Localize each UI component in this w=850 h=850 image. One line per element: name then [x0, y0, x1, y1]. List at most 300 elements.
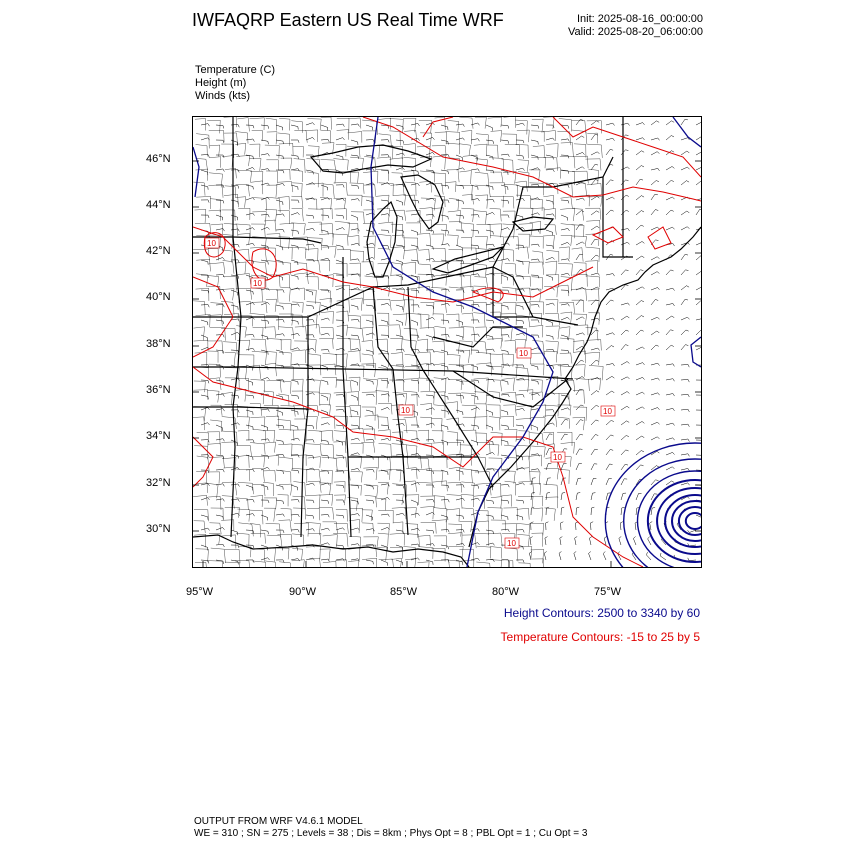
wind-barb — [606, 464, 613, 470]
county-line — [264, 508, 275, 521]
wind-barb — [261, 288, 270, 290]
county-line — [378, 510, 393, 523]
wind-barb — [636, 151, 644, 155]
wind-barb — [216, 229, 224, 232]
wind-barb — [201, 320, 208, 325]
county-line — [502, 134, 516, 145]
wind-barb — [621, 167, 629, 170]
county-line — [222, 156, 233, 168]
county-line — [321, 208, 333, 219]
wind-barb — [516, 320, 524, 324]
wind-barb — [201, 395, 208, 399]
wind-barb — [606, 479, 612, 485]
county-line — [210, 327, 225, 340]
county-line — [505, 144, 520, 155]
wind-barb — [545, 537, 548, 545]
wind-barb — [681, 330, 689, 335]
county-line — [197, 483, 208, 493]
wind-barb — [306, 365, 313, 370]
county-line — [487, 445, 499, 456]
county-line — [337, 338, 351, 350]
wind-barb — [681, 167, 690, 170]
wind-barb — [456, 485, 464, 488]
temperature-label: 10 — [519, 349, 528, 358]
county-line — [533, 146, 545, 157]
county-line — [474, 341, 487, 354]
wind-barb — [246, 514, 254, 517]
wind-barb — [574, 551, 576, 560]
county-line — [530, 262, 544, 275]
wind-barb — [366, 305, 374, 309]
wind-barb — [531, 140, 538, 144]
wind-barb — [591, 121, 599, 125]
wind-barb — [201, 260, 208, 265]
county-line — [503, 302, 516, 314]
wind-barb — [561, 273, 570, 275]
county-line — [334, 457, 347, 467]
wind-barb — [291, 380, 298, 385]
county-line — [475, 172, 489, 187]
wind-barb — [486, 170, 494, 173]
wind-barb — [546, 463, 551, 470]
county-line — [308, 183, 323, 197]
wind-barb — [666, 379, 674, 382]
wind-barb — [321, 423, 330, 425]
wind-barb — [411, 395, 419, 398]
wind-barb — [426, 470, 434, 474]
plot-title: IWFAQRP Eastern US Real Time WRF — [192, 10, 504, 30]
wind-barb — [291, 230, 299, 234]
county-line — [403, 547, 415, 560]
wind-barb — [546, 492, 550, 500]
wind-barb — [336, 455, 344, 459]
wind-barb — [516, 333, 525, 335]
wind-barb — [696, 318, 701, 320]
wind-barb — [321, 380, 328, 385]
county-line — [518, 563, 530, 567]
wind-barb — [501, 440, 508, 445]
latitude-label: 36°N — [146, 384, 171, 396]
wind-barb — [546, 303, 555, 305]
wind-barb — [336, 528, 345, 530]
county-line — [322, 457, 338, 471]
wind-barb — [291, 304, 299, 307]
wind-barb — [381, 170, 389, 174]
wind-barb — [516, 155, 524, 159]
county-line — [308, 209, 323, 221]
county-line — [363, 379, 378, 392]
wind-barb — [621, 123, 630, 125]
wind-barb — [351, 319, 359, 322]
county-line — [585, 208, 601, 219]
wind-barb — [441, 470, 448, 475]
wind-barb — [516, 140, 524, 143]
county-line — [502, 524, 517, 538]
wind-barb — [666, 438, 675, 440]
wind-barb — [636, 363, 645, 365]
wind-barb — [576, 119, 583, 125]
wind-barb — [396, 394, 404, 397]
county-line — [294, 130, 307, 142]
county-line — [462, 508, 475, 522]
field-height: Height (m) — [195, 77, 247, 89]
wind-barb — [651, 227, 660, 230]
wind-barb — [575, 537, 578, 545]
county-line — [351, 443, 364, 453]
wind-barb — [561, 304, 569, 307]
county-line — [532, 277, 543, 290]
latitude-label: 32°N — [146, 477, 171, 489]
latitude-label: 40°N — [146, 291, 171, 303]
county-line — [572, 236, 587, 246]
wind-barb — [576, 464, 582, 470]
county-line — [236, 455, 249, 468]
wind-barb — [201, 138, 210, 140]
county-line — [558, 285, 569, 296]
wind-barb — [381, 140, 389, 143]
county-line — [351, 472, 363, 483]
wind-barb — [531, 244, 539, 247]
wind-barb — [696, 255, 701, 260]
county-line — [308, 481, 321, 493]
wind-barb — [666, 210, 674, 215]
wind-barb — [336, 440, 343, 445]
wind-barb — [696, 380, 701, 383]
latitude-label: 38°N — [146, 338, 171, 350]
wind-barb — [246, 213, 255, 215]
wind-barb — [411, 305, 419, 308]
wind-barb — [471, 407, 480, 410]
wind-barb — [351, 453, 360, 455]
wind-barb — [666, 467, 674, 470]
wind-barb — [681, 211, 689, 215]
wind-barb — [576, 300, 583, 305]
wind-barb — [411, 260, 419, 264]
wind-barb — [456, 124, 464, 127]
wind-barb — [561, 350, 569, 353]
county-line — [544, 352, 557, 363]
wind-barb — [456, 335, 463, 340]
wind-barb — [321, 440, 328, 444]
wind-barb — [261, 214, 269, 217]
county-line — [266, 118, 277, 130]
wind-barb — [591, 273, 600, 275]
wind-barb — [576, 152, 585, 155]
county-line — [279, 352, 291, 366]
county-line — [308, 457, 321, 468]
county-line — [404, 130, 417, 142]
county-line — [363, 286, 374, 299]
wind-barb — [411, 544, 419, 547]
wind-barb — [231, 410, 239, 413]
county-line — [292, 444, 304, 458]
wind-barb — [650, 522, 653, 530]
county-line — [460, 350, 470, 363]
county-line — [533, 508, 543, 521]
wind-barb — [456, 290, 464, 293]
county-line — [586, 220, 600, 234]
county-line — [337, 130, 349, 140]
wind-barb — [501, 380, 508, 385]
wind-barb — [306, 500, 314, 503]
wind-barb — [636, 256, 644, 260]
longitude-label: 95°W — [186, 586, 214, 598]
county-line — [279, 457, 293, 470]
county-line — [543, 117, 554, 129]
county-line — [461, 130, 471, 144]
state-line — [193, 407, 308, 409]
wind-barb — [621, 150, 628, 155]
county-line — [418, 547, 433, 559]
county-line — [390, 547, 403, 558]
wind-barb — [426, 408, 435, 410]
wind-barb — [276, 230, 284, 233]
wind-barb — [456, 530, 464, 533]
county-line — [321, 364, 336, 375]
wind-barb — [516, 305, 523, 310]
latitude-label: 44°N — [146, 199, 171, 211]
county-line — [489, 417, 500, 431]
wind-barb — [201, 545, 208, 550]
wind-barb — [636, 179, 643, 185]
county-line — [291, 196, 302, 208]
wind-barb — [351, 199, 359, 202]
county-line — [266, 171, 278, 183]
wind-barb — [621, 392, 629, 395]
county-line — [375, 391, 388, 403]
county-line — [320, 444, 334, 459]
wind-barb — [351, 243, 360, 245]
wind-barb — [486, 543, 495, 545]
county-line — [460, 171, 472, 184]
wind-barb — [261, 455, 269, 459]
county-line — [503, 171, 516, 183]
wind-barb — [456, 380, 463, 385]
county-line — [194, 381, 205, 392]
county-line — [225, 562, 239, 567]
wind-barb — [201, 380, 209, 383]
wind-barb — [396, 230, 404, 233]
county-line — [207, 390, 219, 402]
county-line — [363, 467, 377, 480]
wind-barb — [456, 138, 465, 140]
wind-barb — [621, 195, 629, 200]
county-line — [475, 236, 487, 248]
wind-barb — [576, 507, 579, 515]
wind-barb — [561, 434, 568, 440]
wind-barb — [426, 152, 435, 155]
wind-barb — [681, 119, 688, 125]
county-line — [281, 508, 292, 521]
wind-barb — [606, 449, 613, 455]
wind-barb — [546, 275, 553, 281]
county-line — [433, 156, 446, 170]
wind-barb — [276, 183, 284, 185]
wind-barb — [216, 140, 224, 143]
county-line — [545, 497, 558, 508]
wind-barb — [216, 185, 224, 188]
county-line — [393, 494, 404, 504]
county-line — [445, 132, 459, 145]
wind-barb — [201, 423, 210, 425]
wind-barb — [651, 272, 659, 275]
wind-barb — [696, 300, 701, 305]
county-line — [267, 197, 280, 212]
wind-barb — [396, 423, 405, 425]
wind-barb — [516, 483, 525, 485]
county-line — [418, 482, 433, 495]
wind-barb — [501, 185, 508, 190]
county-line — [350, 365, 364, 377]
wind-barb — [396, 513, 405, 515]
wind-barb — [411, 528, 420, 530]
county-line — [363, 236, 375, 248]
wind-barb — [336, 245, 343, 249]
county-line — [292, 379, 303, 391]
wind-barb — [381, 425, 389, 428]
county-line — [209, 157, 221, 168]
county-line — [461, 482, 474, 496]
wind-barb — [396, 125, 403, 129]
county-line — [432, 341, 444, 352]
wind-barb — [561, 335, 568, 340]
wind-barb — [231, 185, 239, 189]
wind-barb — [531, 425, 538, 431]
wind-barb — [651, 138, 660, 140]
county-line — [432, 520, 447, 533]
county-line — [209, 210, 221, 221]
wind-barb — [231, 290, 238, 295]
wind-barb — [441, 425, 448, 430]
county-line — [265, 455, 279, 465]
county-line — [224, 467, 235, 480]
wind-barb — [411, 320, 418, 326]
wind-barb — [516, 275, 523, 279]
wind-barb — [666, 452, 675, 455]
wind-barb — [276, 514, 284, 517]
county-line — [504, 429, 517, 441]
wind-barb — [606, 180, 613, 185]
county-line — [249, 158, 261, 170]
wind-barb — [231, 200, 238, 204]
county-line — [334, 431, 347, 446]
wind-barb — [651, 345, 659, 350]
wind-barb — [246, 335, 254, 338]
county-line — [379, 470, 391, 480]
county-line — [292, 208, 304, 221]
wind-barb — [291, 348, 300, 350]
county-line — [393, 195, 406, 206]
county-line — [503, 405, 516, 416]
county-line — [560, 353, 572, 364]
wind-barb — [546, 335, 553, 340]
county-line — [545, 261, 557, 275]
county-line — [250, 171, 263, 181]
wind-barb — [486, 500, 494, 504]
wind-barb — [696, 271, 701, 275]
county-line — [280, 287, 290, 301]
county-line — [236, 469, 249, 481]
wind-barb — [351, 425, 359, 429]
wind-barb — [276, 305, 283, 309]
county-line — [348, 315, 361, 329]
state-line — [433, 327, 523, 347]
wind-barb — [381, 200, 389, 204]
county-line — [349, 416, 359, 429]
county-line — [349, 377, 360, 391]
wind-barb — [651, 300, 658, 305]
county-line — [364, 457, 379, 469]
wind-barb — [246, 185, 253, 189]
county-line — [488, 533, 502, 546]
county-line — [209, 263, 225, 274]
wind-barb — [456, 260, 464, 264]
wind-barb — [291, 200, 299, 203]
latitude-label: 46°N — [146, 153, 171, 165]
wind-barb — [216, 515, 223, 519]
wind-barb — [276, 425, 284, 429]
county-line — [377, 313, 389, 325]
wind-barb — [560, 537, 563, 545]
wind-barb — [306, 483, 315, 485]
wind-barb — [666, 121, 674, 125]
wind-barb — [351, 468, 360, 470]
wind-barb — [621, 270, 628, 275]
county-line — [334, 523, 348, 533]
county-line — [516, 247, 529, 259]
county-line — [449, 275, 462, 289]
county-line — [531, 157, 545, 168]
wind-barb — [246, 425, 253, 430]
wind-barb — [696, 242, 701, 245]
county-line — [531, 446, 545, 457]
wind-barb — [471, 155, 478, 161]
wind-barb — [621, 242, 630, 245]
county-line — [208, 185, 223, 198]
county-line — [433, 275, 447, 286]
county-line — [475, 404, 487, 417]
county-line — [501, 274, 513, 286]
wind-barb — [396, 470, 404, 474]
county-line — [529, 236, 543, 249]
county-line — [406, 313, 421, 327]
county-line — [447, 170, 459, 182]
county-line — [305, 277, 318, 290]
wind-barb — [366, 213, 375, 215]
model-version: OUTPUT FROM WRF V4.6.1 MODEL — [194, 816, 363, 827]
wind-barb — [426, 485, 434, 488]
wind-barb — [606, 274, 614, 277]
county-line — [376, 457, 391, 471]
wind-barb — [606, 138, 615, 140]
wind-barb — [636, 330, 644, 335]
wind-barb — [441, 515, 448, 520]
county-line — [488, 367, 502, 378]
county-line — [393, 522, 403, 533]
wind-barb — [687, 530, 696, 532]
wind-barb — [486, 515, 493, 519]
wind-barb — [471, 440, 478, 445]
county-line — [362, 327, 372, 338]
county-line — [195, 562, 207, 567]
wind-barb — [306, 393, 315, 395]
wind-barb — [636, 225, 644, 230]
wind-barb — [606, 300, 614, 305]
county-line — [459, 341, 472, 355]
county-line — [238, 430, 249, 440]
wind-barb — [291, 333, 300, 335]
county-line — [362, 340, 374, 354]
